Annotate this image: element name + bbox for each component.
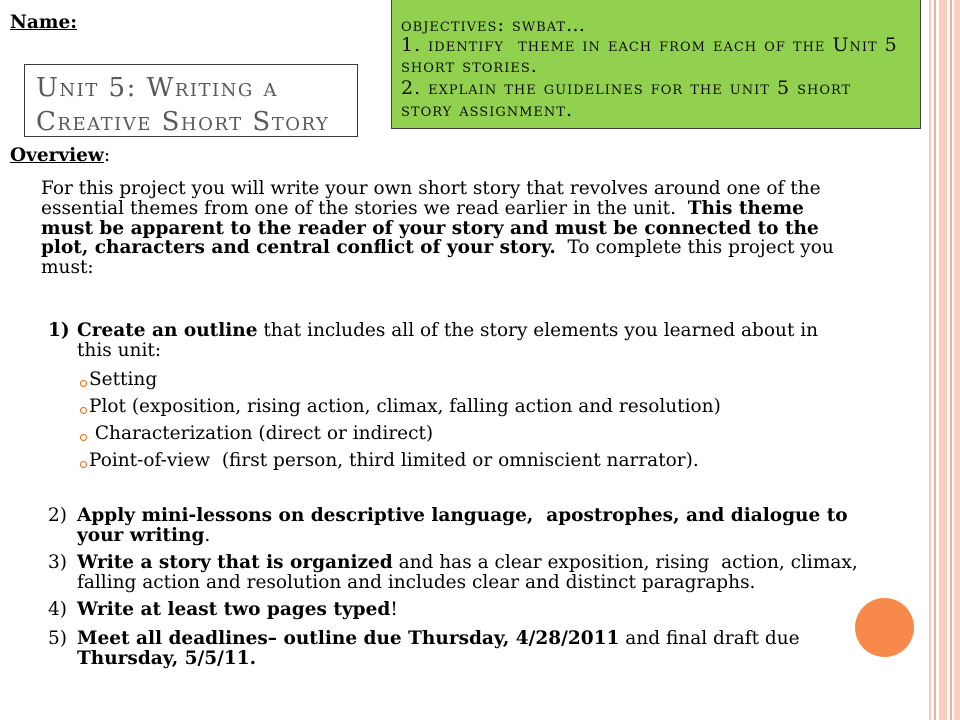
overview-emphasis: plot, characters and central conflict of your story. [41,237,556,259]
objective-2-line-1: 2. explain the guidelines for the unit 5 short [401,77,852,99]
slide-title-line-1: Unit 5: Writing a [36,73,279,103]
orange-circle-decoration [855,598,914,657]
overview-line-4 [41,238,834,258]
overview-emphasis: must be apparent to the reader of your story and must be connected to the [41,217,819,239]
requirement-emphasis: Meet all deadlines– outline due Thursday, 4/28/2011 [77,628,620,649]
requirement-text: falling action and resolution and includes clear and distinct paragraphs. [77,571,756,593]
overview-heading [10,146,110,166]
overview-line-3 [41,219,819,239]
requirement-text: and has a clear exposition, rising action, climax, [392,552,858,573]
slide-title-line-2: Creative Short Story [36,107,330,137]
story-element-setting [80,370,157,390]
requirement-5 [48,629,800,669]
story-element-point-of-view [80,451,699,471]
objective-1-line-1: 1. identify theme in each from each of the Unit 5 [401,34,898,56]
requirement-3 [48,553,858,593]
requirement-line [48,573,755,593]
requirement-emphasis: Write a story that is organized [77,552,393,573]
requirement-emphasis: your writing [77,524,205,546]
overview-colon: : [103,145,111,166]
title-box [24,64,358,137]
requirement-text: and final draft due [619,628,800,649]
hollow-circle-bullet-icon [80,434,87,441]
requirement-marker: 5) [48,628,67,649]
requirement-line [48,321,818,341]
requirement-1 [48,321,818,361]
overview-text: essential themes from one of the stories we read earlier in the unit. [41,197,688,219]
decorative-stripes [926,0,960,720]
story-element-text: Plot (exposition, rising action, climax, falling action and resolution) [89,396,721,417]
overview-label: Overview [10,145,104,166]
requirement-marker: 4) [48,599,67,620]
requirement-line [48,526,210,546]
requirement-line [48,649,256,669]
requirement-text: this unit: [77,339,162,361]
requirement-emphasis: Create an outline [77,320,258,341]
hollow-circle-bullet-icon [80,380,87,387]
requirement-text: . [204,524,211,546]
requirement-4 [48,600,398,620]
overview-line-5 [41,258,94,278]
requirement-text: that includes all of the story elements you learned about in [257,320,819,341]
objective-1-line-2: short stories. [401,55,538,77]
hollow-circle-bullet-icon [80,407,87,414]
story-element-text: Setting [89,369,158,390]
requirement-line [48,553,858,573]
story-element-text: Point-of-view (first person, third limited or omniscient narrator). [89,450,699,471]
requirement-line [48,629,800,649]
overview-line-1 [41,179,821,199]
story-element-plot [80,397,721,417]
overview-paragraph [41,179,834,278]
requirement-line [48,341,161,361]
requirement-marker: 2) [48,505,67,526]
requirement-text: ! [390,599,398,620]
story-element-characterization [80,424,433,444]
requirement-line [48,506,848,526]
requirement-2 [48,506,848,546]
overview-line-2 [41,199,804,219]
overview-emphasis: This theme [687,197,804,219]
overview-text: For this project you will write your own short story that revolves around one of the [41,178,821,199]
story-element-text: Characterization (direct or indirect) [89,423,434,444]
objectives-box [391,0,921,129]
objective-2-line-2: story assignment. [401,99,573,121]
requirement-emphasis: Thursday, 5/5/11. [77,647,257,669]
requirement-emphasis: Apply mini-lessons on descriptive language, apostrophes, and dialogue to [77,505,848,526]
overview-text: To complete this project you [555,237,834,259]
hollow-circle-bullet-icon [80,461,87,468]
requirement-line [48,600,398,620]
objectives-heading: objectives: swbat… [401,14,587,36]
overview-text: must: [41,257,94,279]
requirement-marker: 1) [48,320,70,341]
requirement-marker: 3) [48,552,67,573]
name-label: Name: [10,12,78,33]
requirement-emphasis: Write at least two pages typed [77,599,391,620]
